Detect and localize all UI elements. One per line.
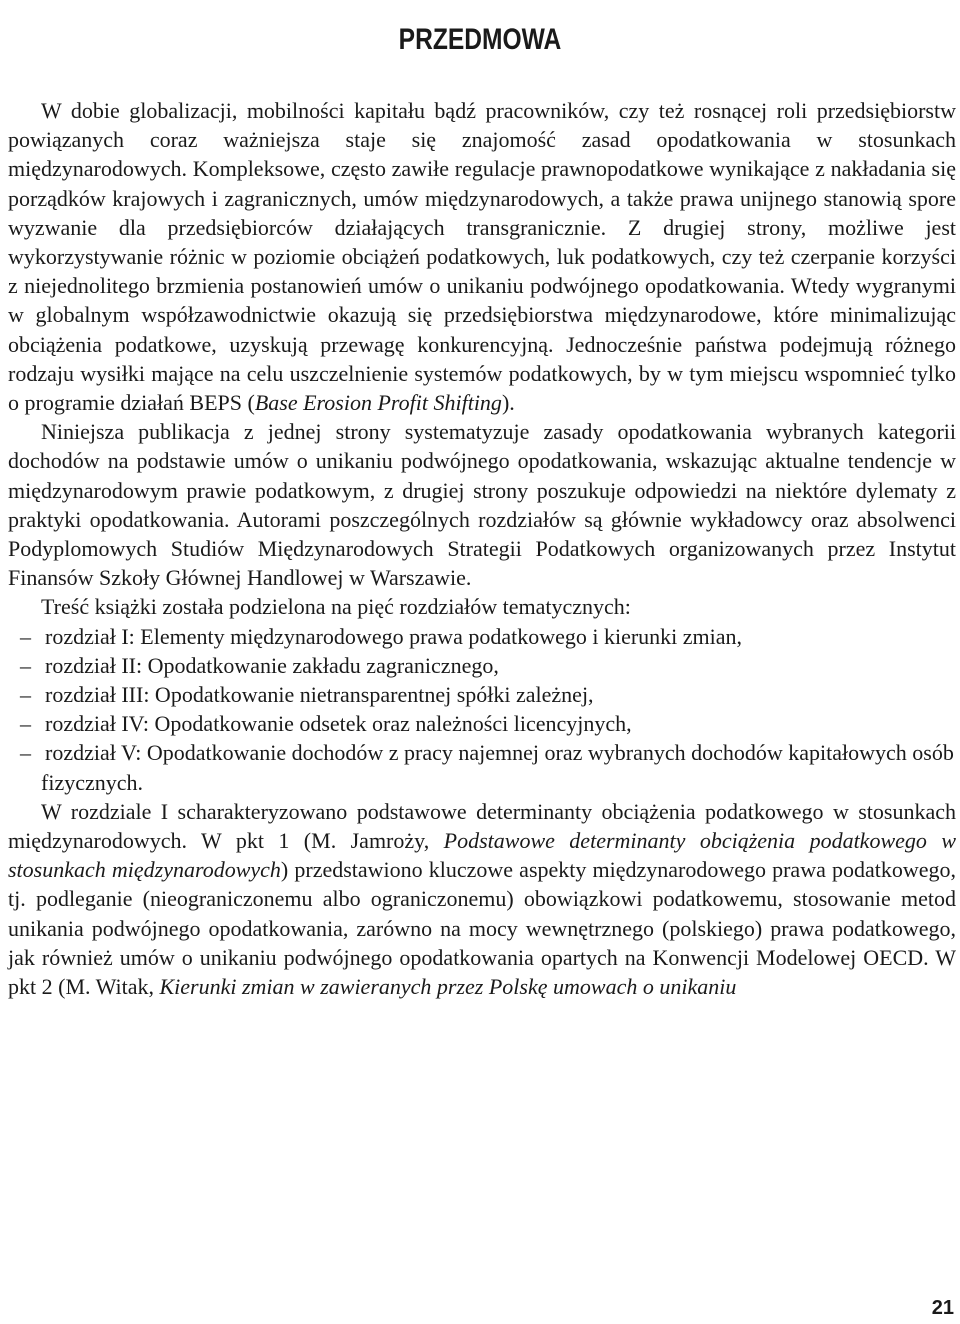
list-dash: – <box>20 740 31 766</box>
list-dash: – <box>20 623 31 649</box>
paragraph-chapter-one-cont: ) przedstawiono kluczowe aspekty międzynarodowego prawa podatkowego, tj. podleganie (nieograniczonemu albo ograniczonemu) obowiązkowi podatkowemu, stosowanie metod unikania podwójnego opodatkowania, zarówno na mocy wewnętrznego (polskiego) prawa podatkowego, jak również umów o unikaniu podwójnego opodatkowania opartych na Konwencji Modelowej OECD. W pkt 2 (M. Witak, <box>8 857 956 1000</box>
paragraph-chapter-one-text: W rozdziale I scharakteryzowano podstawowe determinanty obciążenia podatkowego w stosunkach międzynarodowych. W pkt 1 (M. Jamroży, <box>8 798 956 854</box>
chapter-item-text: rozdział IV: Opodatkowanie odsetek oraz należności licencyjnych, <box>45 711 632 737</box>
section-title-jamrozy: Podstawowe determinanty obciążenia podatkowego w stosunkach międzynarodowych <box>8 828 956 883</box>
page-number: 21 <box>931 1297 954 1319</box>
section-title-witak: Kierunki zmian w zawieranych przez Polskę umowach o unikaniu <box>159 974 737 1000</box>
page-title: PRZEDMOWA <box>398 23 562 57</box>
preface-body <box>8 96 956 1001</box>
paragraph-intro-text: W dobie globalizacji, mobilności kapitału bądź pracowników, czy też rosnącej roli przedsiębiorstw powiązanych coraz ważniejsza staje się znajomość zasad opodatkowania w stosunkach międzynarodowych. Kompleksowe, często zawiłe regulacje prawnopodatkowe wynikające z nakładania się porządków krajowych i zagranicznych, umów międzynarodowych, a także prawa unijnego stanowią spore wyzwanie dla przedsiębiorców działających transgranicznie. Z drugiej strony, możliwe jest wykorzystywanie różnic w poziomie obciążeń podatkowych, luk podatkowych, czy też czerpanie korzyści z niejednolitego brzmienia postanowień umów o unikaniu podwójnego opodatkowania. Wtedy wygranymi w globalnym współzawodnictwie okazują się przedsiębiorstwa międzynarodowe, które minimalizując obciążenia podatkowe, uzyskują przewagę konkurencyjną. Jednocześnie państwa podejmują różnego rodzaju wysiłki mające na celu uszczelnienie systemów podatkowych, by w tym miejscu wspomnieć tylko o programie działań BEPS ( <box>8 98 956 416</box>
chapter-list <box>8 622 956 797</box>
chapter-item-text: rozdział V: Opodatkowanie dochodów z pracy najemnej oraz wybranych dochodów kapitałowych osób fizycznych. <box>41 740 954 795</box>
list-dash: – <box>20 711 31 737</box>
chapter-item-text: rozdział III: Opodatkowanie nietransparentnej spółki zależnej, <box>45 682 594 708</box>
list-item <box>8 680 956 709</box>
list-item <box>8 651 956 680</box>
list-item <box>8 738 956 796</box>
beps-expansion: Base Erosion Profit Shifting <box>254 390 502 416</box>
list-dash: – <box>20 652 31 678</box>
paragraph-chapter-one <box>8 797 956 1001</box>
paragraph-contents-intro: Treść książki została podzielona na pięć rozdziałów tematycznych: <box>41 594 631 620</box>
chapter-item-text: rozdział II: Opodatkowanie zakładu zagranicznego, <box>45 652 499 678</box>
chapter-item-text: rozdział I: Elementy międzynarodowego prawa podatkowego i kierunki zmian, <box>45 623 743 649</box>
list-dash: – <box>20 682 31 708</box>
paragraph-publication: Niniejsza publikacja z jednej strony systematyzuje zasady opodatkowania wybranych kategorii dochodów na podstawie umów o unikaniu podwójnego opodatkowania, wskazując aktualne tendencje w międzynarodowym prawie podatkowym, z drugiej strony poszukuje odpowiedzi na niektóre dylematy z praktyki opodatkowania. Autorami poszczególnych rozdziałów są głównie wykładowcy oraz absolwenci Podyplomowych Studiów Międzynarodowych Strategii Podatkowych organizowanych przez Instytut Finansów Szkoły Głównej Handlowej w Warszawie. <box>8 419 956 591</box>
list-item <box>8 709 956 738</box>
paragraph-intro <box>8 96 956 417</box>
paragraph-intro-end: ). <box>501 390 515 416</box>
list-item <box>8 622 956 651</box>
